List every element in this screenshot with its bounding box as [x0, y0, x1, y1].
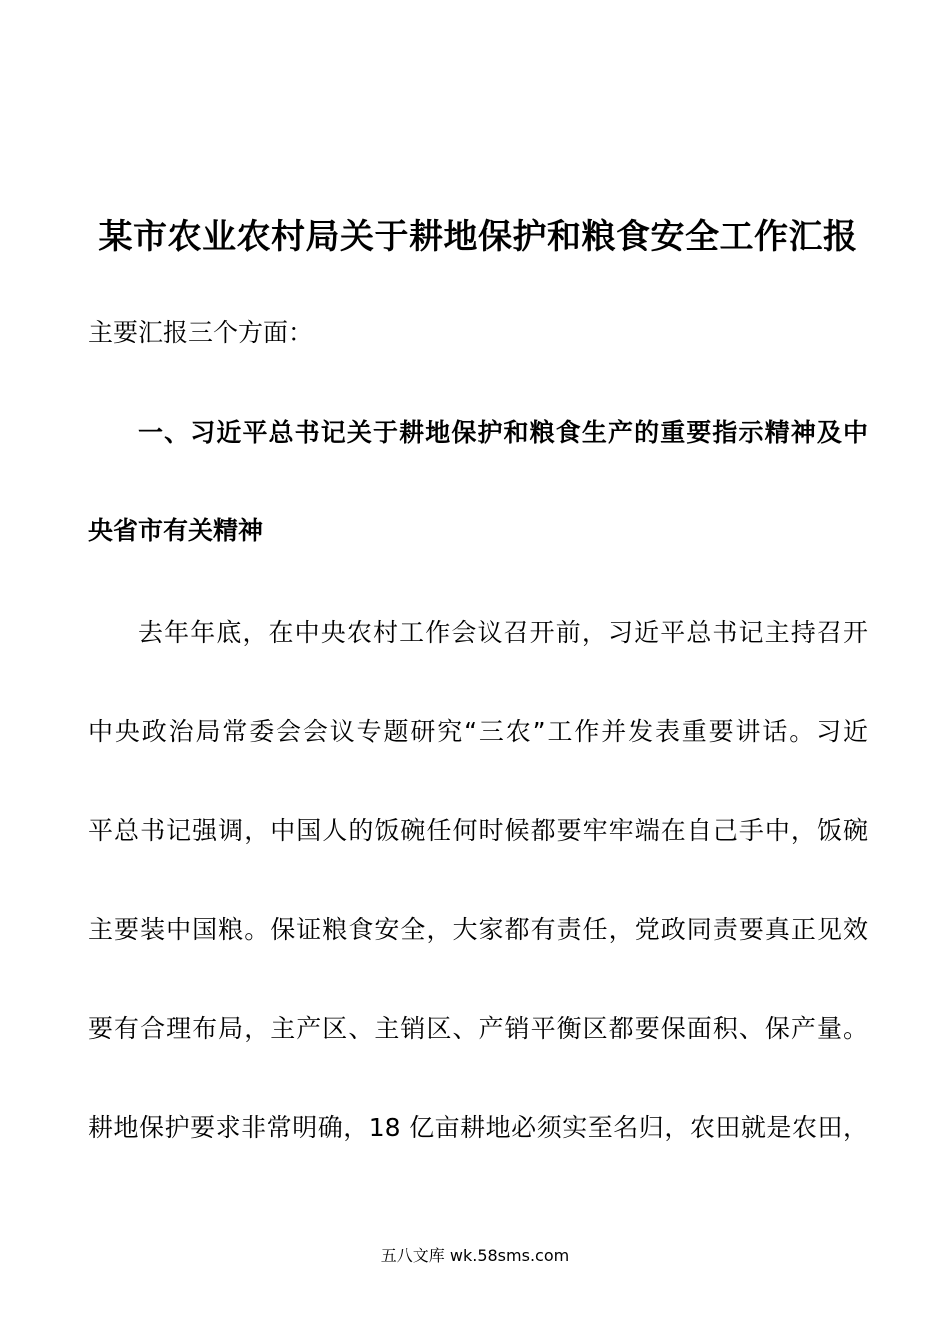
section-heading-line-1: 一、习近平总书记关于耕地保护和粮食生产的重要指示精神及中 — [138, 418, 868, 447]
paragraph-line-3: 平总书记强调，中国人的饭碗任何时候都要牢牢端在自己手中，饭碗 — [88, 816, 868, 845]
section-heading-line-2: 央省市有关精神 — [88, 516, 264, 545]
paragraph-line-6: 耕地保护要求非常明确，18 亿亩耕地必须实至名归，农田就是农田， — [88, 1113, 868, 1142]
intro-text: 主要汇报三个方面： — [88, 318, 314, 347]
paragraph-line-1: 去年年底，在中央农村工作会议召开前，习近平总书记主持召开 — [138, 618, 868, 647]
paragraph-line-4: 主要装中国粮。保证粮食安全，大家都有责任，党政同责要真正见效 — [88, 915, 868, 944]
paragraph-line-2: 中央政治局常委会会议专题研究“三农”工作并发表重要讲话。习近 — [88, 717, 868, 746]
document-title: 某市农业农村局关于耕地保护和粮食安全工作汇报 — [98, 217, 858, 257]
footer-watermark: 五八文库 wk.58sms.com — [380, 1246, 570, 1265]
paragraph-line-5: 要有合理布局，主产区、主销区、产销平衡区都要保面积、保产量。 — [88, 1014, 868, 1043]
